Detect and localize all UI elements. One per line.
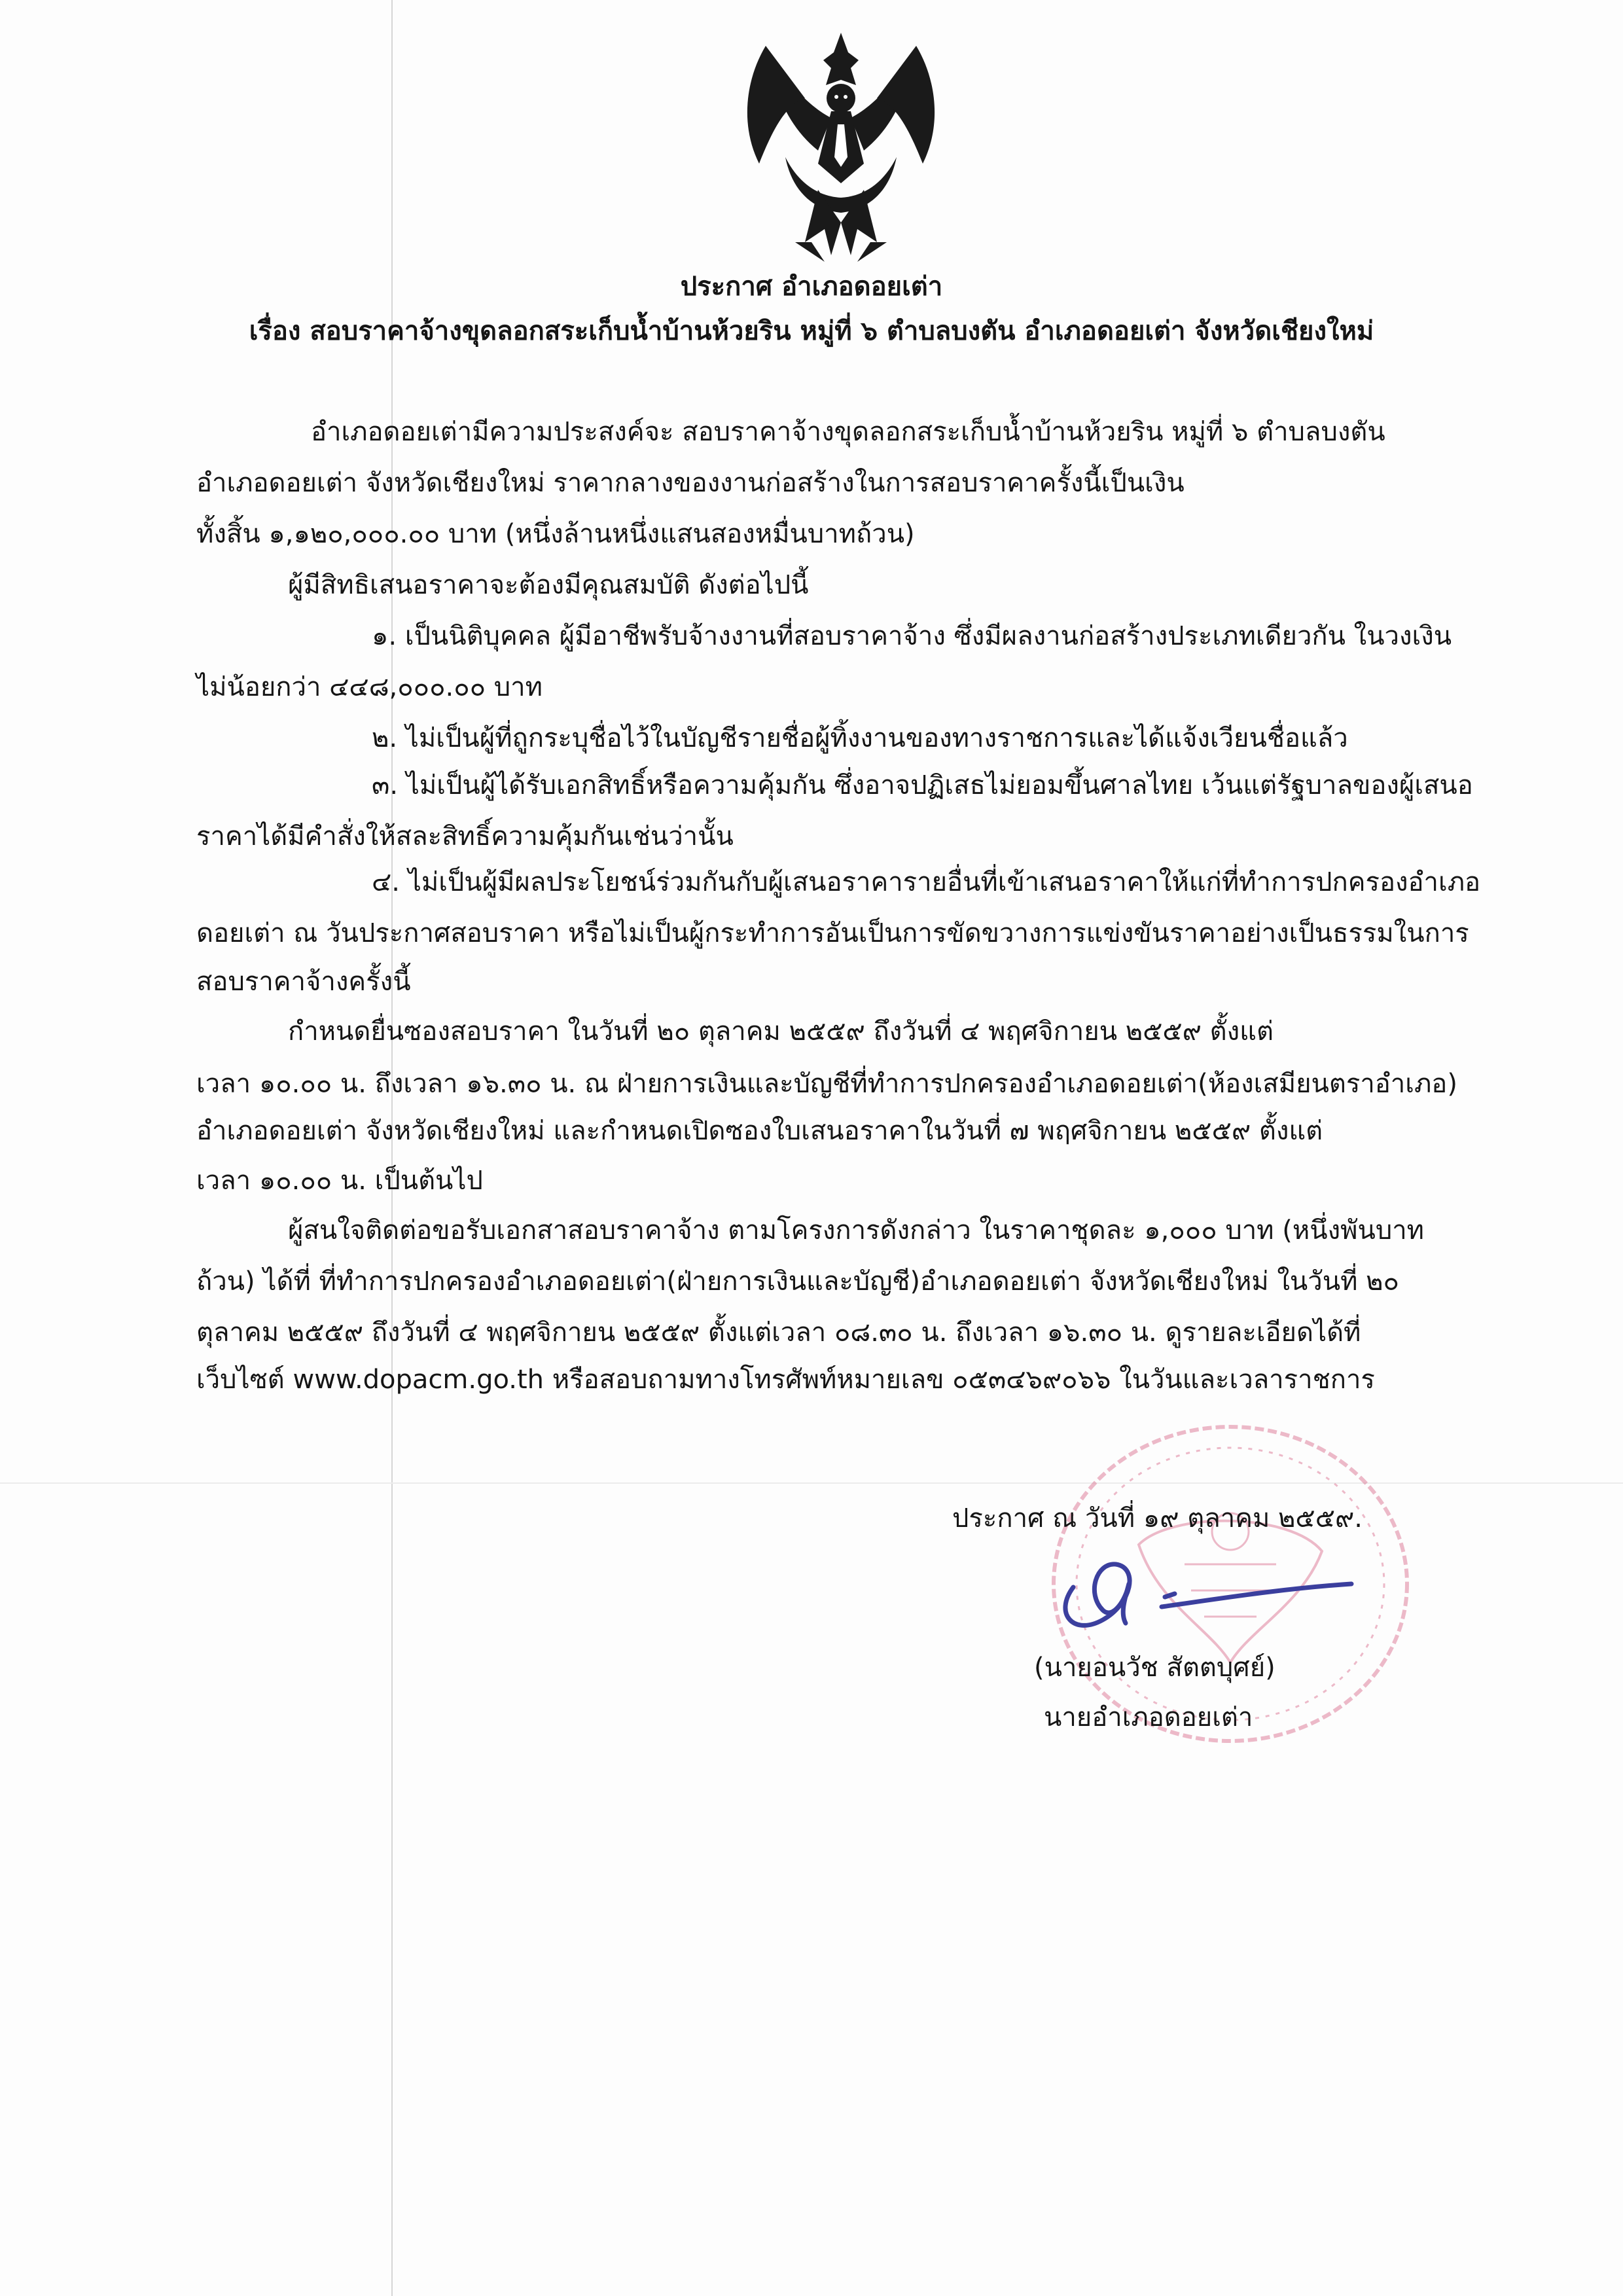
garuda-emblem-icon bbox=[733, 26, 949, 268]
body-line: เวลา ๑๐.๐๐ น. เป็นต้นไป bbox=[196, 1166, 483, 1196]
body-line: เว็บไซต์ www.dopacm.go.th หรือสอบถามทางโทรศัพท์หมายเลข ๐๕๓๔๖๙๐๖๖ ในวันและเวลาราชการ bbox=[196, 1365, 1375, 1395]
body-line: เวลา ๑๐.๐๐ น. ถึงเวลา ๑๖.๓๐ น. ณ ฝ่ายการเงินและบัญชีที่ทำการปกครองอำเภอดอยเต่า(ห้องเสมียนตราอำเภอ) bbox=[196, 1069, 1457, 1099]
signatory-position: นายอำเภอดอยเต่า bbox=[1044, 1702, 1253, 1732]
body-line: ถ้วน) ได้ที่ ที่ทำการปกครองอำเภอดอยเต่า(ฝ่ายการเงินและบัญชี)อำเภอดอยเต่า จังหวัดเชียงใหม่ ในวันที่ ๒๐ bbox=[196, 1266, 1399, 1297]
body-line: อำเภอดอยเต่า จังหวัดเชียงใหม่ ราคากลางของงานก่อสร้างในการสอบราคาครั้งนี้เป็นเงิน bbox=[196, 468, 1185, 498]
body-line: ๒. ไม่เป็นผู้ที่ถูกระบุชื่อไว้ในบัญชีรายชื่อผู้ทิ้งงานของทางราชการและได้แจ้งเวียนชื่อแล้ว bbox=[372, 723, 1348, 753]
body-line: สอบราคาจ้างครั้งนี้ bbox=[196, 967, 411, 997]
body-line: ๔. ไม่เป็นผู้มีผลประโยชน์ร่วมกันกับผู้เสนอราคารายอื่นที่เข้าเสนอราคาให้แก่ที่ทำการปกครองอำเภอ bbox=[372, 867, 1481, 897]
body-line: ๑. เป็นนิติบุคคล ผู้มีอาชีพรับจ้างงานที่สอบราคาจ้าง ซึ่งมีผลงานก่อสร้างประเภทเดียวกัน ในวงเงิน bbox=[372, 621, 1452, 651]
body-line: อำเภอดอยเต่า จังหวัดเชียงใหม่ และกำหนดเปิดซองใบเสนอราคาในวันที่ ๗ พฤศจิกายน ๒๕๕๙ ตั้งแต่ bbox=[196, 1116, 1323, 1146]
body-line: ทั้งสิ้น ๑,๑๒๐,๐๐๐.๐๐ บาท (หนึ่งล้านหนึ่งแสนสองหมื่นบาทถ้วน) bbox=[196, 519, 915, 549]
body-line: ไม่น้อยกว่า ๔๔๘,๐๐๐.๐๐ บาท bbox=[196, 672, 543, 702]
body-line: ตุลาคม ๒๕๕๙ ถึงวันที่ ๔ พฤศจิกายน ๒๕๕๙ ตั้งแต่เวลา ๐๘.๓๐ น. ถึงเวลา ๑๖.๓๐ น. ดูรายละเอียดได้ที่ bbox=[196, 1318, 1361, 1348]
signatory-name: (นายอนวัช สัตตบุศย์) bbox=[1034, 1653, 1275, 1683]
body-line: ดอยเต่า ณ วันประกาศสอบราคา หรือไม่เป็นผู้กระทำการอันเป็นการขัดขวางการแข่งขันราคาอย่างเป็นธรรมในการ bbox=[196, 918, 1469, 948]
handwritten-signature bbox=[1047, 1548, 1414, 1640]
announcement-title: ประกาศ อำเภอดอยเต่า bbox=[680, 272, 943, 302]
body-line: ราคาได้มีคำสั่งให้สละสิทธิ์ความคุ้มกันเช่นว่านั้น bbox=[196, 821, 734, 852]
announcement-subject: เรื่อง สอบราคาจ้างขุดลอกสระเก็บน้ำบ้านห้วยริน หมู่ที่ ๖ ตำบลบงตัน อำเภอดอยเต่า จังหวัดเชียงใหม่ bbox=[249, 316, 1374, 346]
body-line: อำเภอดอยเต่ามีความประสงค์จะ สอบราคาจ้างขุดลอกสระเก็บน้ำบ้านห้วยริน หมู่ที่ ๖ ตำบลบงตัน bbox=[311, 417, 1385, 447]
body-line: กำหนดยื่นซองสอบราคา ในวันที่ ๒๐ ตุลาคม ๒๕๕๙ ถึงวันที่ ๔ พฤศจิกายน ๒๕๕๙ ตั้งแต่ bbox=[288, 1016, 1274, 1047]
body-line: ผู้สนใจติดต่อขอรับเอกสาสอบราคาจ้าง ตามโครงการดังกล่าว ในราคาชุดละ ๑,๐๐๐ บาท (หนึ่งพันบาท bbox=[288, 1215, 1425, 1246]
announcement-date: ประกาศ ณ วันที่ ๑๙ ตุลาคม ๒๕๕๙. bbox=[952, 1503, 1363, 1534]
body-line: ผู้มีสิทธิเสนอราคาจะต้องมีคุณสมบัติ ดังต่อไปนี้ bbox=[288, 570, 809, 600]
body-line: ๓. ไม่เป็นผู้ได้รับเอกสิทธิ์หรือความคุ้มกัน ซึ่งอาจปฏิเสธไม่ยอมขึ้นศาลไทย เว้นแต่รัฐบาลของผู้เสนอ bbox=[372, 770, 1473, 800]
